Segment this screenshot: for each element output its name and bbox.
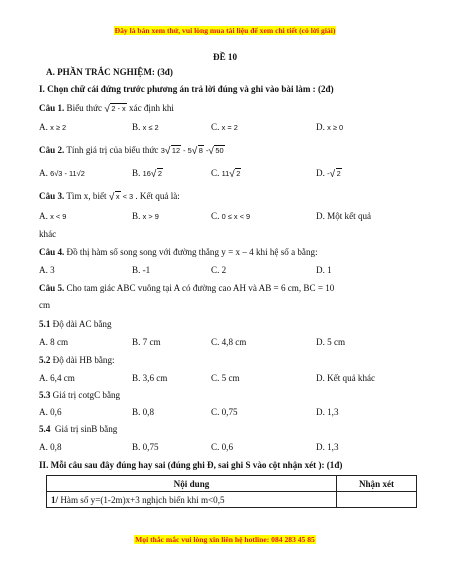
q5-4-option-b: B. 0,75 [132, 442, 159, 452]
question-text: Biểu thức [66, 103, 103, 113]
q5-2-option-a: A. 6,4 cm [39, 373, 75, 383]
section-2-heading: II. Mỗi câu sau đây đúng hay sai (đúng ghi Đ, sai ghi S vào cột nhận xét ): (1đ) [39, 460, 343, 470]
question-text: xác định khi [128, 103, 174, 113]
question-5 [39, 283, 334, 294]
question-text: Cho tam giác ABC vuông tại A có đường cao AH và AB = 6 cm, BC = 10 [66, 283, 335, 293]
q3-option-d-wrap: khác [39, 229, 57, 239]
table-cell-content: 1/ Hàm số y=(1-2m)x+3 nghịch biến khi m<0,5 [47, 492, 337, 508]
q5-2-option-b: B. 3,6 cm [132, 373, 168, 383]
math-expression: √ 2 - x [104, 104, 126, 115]
question-text: Tìm x, biết [66, 191, 107, 201]
q2-option-d: D. -√ 2 [316, 168, 341, 180]
question-label: Câu 3. [39, 191, 65, 201]
preview-notice-text: Đây là bản xem thử, vui lòng mua tài liệu để xem chi tiết (có lời giải) [114, 26, 336, 35]
question-text: Tính giá trị của biểu thức [66, 145, 159, 155]
math-expression: 3√ 12 - 5√ 8 -√ 50 [160, 146, 224, 157]
q2-option-a: A. 6√3 - 11√2 [39, 168, 85, 178]
q1-option-d: D. x ≥ 0 [316, 122, 344, 132]
q4-option-c: C. 2 [211, 265, 227, 275]
question-5-wrap: cm [39, 300, 51, 310]
table-cell-note[interactable] [337, 492, 417, 508]
q5-3-option-d: D. 1,3 [316, 407, 339, 417]
q1-option-b: B. x ≤ 2 [132, 122, 159, 132]
preview-notice-banner [0, 26, 450, 35]
section-1-heading: I. Chọn chữ cái đứng trước phương án trả lời đúng và ghi vào bài làm : (2đ) [39, 84, 334, 94]
question-label: Câu 2. [39, 145, 65, 155]
q2-option-c: C. 11√ 2 [211, 168, 241, 180]
question-text: Đồ thị hàm số song song với đường thẳng y = x – 4 khi hệ số a bằng: [66, 247, 318, 257]
column-header-note: Nhận xét [337, 476, 417, 492]
subquestion-5-2: 5.2 Độ dài HB bằng: [39, 355, 115, 365]
question-label: Câu 4. [39, 247, 65, 257]
q5-1-option-d: D. 5 cm [316, 337, 346, 347]
part-a-heading: A. PHẦN TRẮC NGHIỆM: (3đ) [46, 67, 173, 77]
subquestion-5-1: 5.1 Độ dài AC bằng [39, 319, 112, 329]
question-4 [39, 247, 318, 258]
question-1 [39, 103, 174, 114]
question-text: . Kết quả là: [135, 191, 180, 201]
table-header-row [47, 476, 417, 492]
q5-2-option-c: C. 5 cm [211, 373, 240, 383]
q1-option-c: C. x = 2 [211, 122, 238, 132]
q5-1-option-b: B. 7 cm [132, 337, 161, 347]
true-false-table [46, 475, 417, 508]
question-3 [39, 191, 180, 202]
column-header-content: Nội dung [47, 476, 337, 492]
q5-4-option-a: A. 0,8 [39, 442, 62, 452]
q5-3-option-a: A. 0,6 [39, 407, 62, 417]
q5-1-option-c: C. 4,8 cm [211, 337, 247, 347]
q1-option-a: A. x ≥ 2 [39, 122, 67, 132]
q5-3-option-b: B. 0,8 [132, 407, 154, 417]
q3-option-b: B. x > 9 [132, 211, 159, 221]
question-2 [39, 145, 225, 156]
question-label: Câu 1. [39, 103, 65, 113]
q3-option-a: A. x < 9 [39, 211, 67, 221]
exam-title: ĐỀ 10 [213, 52, 237, 62]
subquestion-5-3: 5.3 Giá trị cotgC bằng [39, 390, 121, 400]
q5-4-option-c: C. 0,6 [211, 442, 233, 452]
subquestion-5-4: 5.4 Giá trị sinB bằng [39, 424, 118, 434]
q3-option-c: C. 0 ≤ x < 9 [211, 211, 251, 221]
q4-option-d: D. 1 [316, 265, 332, 275]
q2-option-b: B. 16√ 2 [132, 168, 162, 180]
q3-option-d: D. Một kết quả [316, 211, 372, 221]
q5-4-option-d: D. 1,3 [316, 442, 339, 452]
question-label: Câu 5. [39, 283, 65, 293]
q4-option-a: A. 3 [39, 265, 55, 275]
hotline-text: Mọi thắc mắc vui lòng xin liên hệ hotline: 084 283 45 85 [135, 535, 315, 544]
q5-1-option-a: A. 8 cm [39, 337, 69, 347]
table-row [47, 492, 417, 508]
math-expression: √ x < 3 [108, 192, 134, 203]
q5-2-option-d: D. Kết quả khác [316, 373, 376, 383]
hotline-banner [0, 535, 450, 544]
q5-3-option-c: C. 0,75 [211, 407, 238, 417]
q4-option-b: B. -1 [132, 265, 151, 275]
